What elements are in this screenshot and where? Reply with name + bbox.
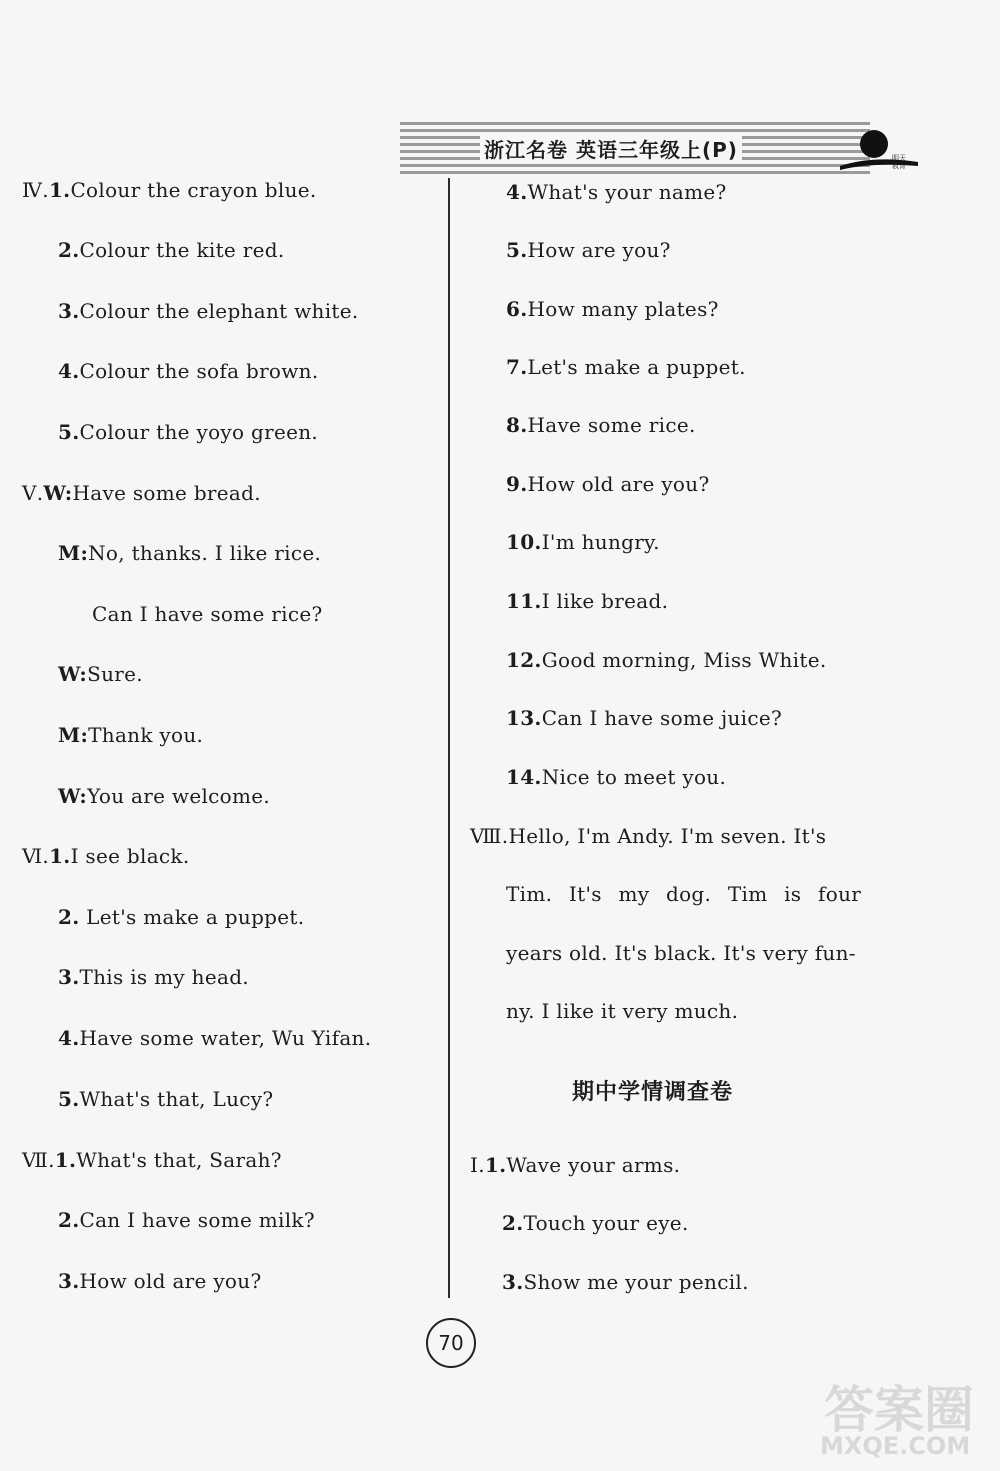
- watermark: [820, 1370, 990, 1465]
- item-number: 1.: [54, 1148, 77, 1172]
- item-number: 5.: [58, 1087, 80, 1111]
- item-number: 2.: [58, 238, 80, 262]
- section-iv-item-4: [58, 359, 319, 383]
- item-text: Nice to meet you.: [541, 765, 727, 789]
- section-v-line-5: [58, 723, 203, 747]
- header-banner: [400, 122, 920, 178]
- section-vii-item-9: [506, 472, 709, 496]
- section-vii-item-7: [506, 355, 746, 379]
- roman-numeral: Ⅶ.: [22, 1148, 55, 1172]
- dialogue-text: No, thanks. I like rice.: [88, 541, 322, 565]
- roman-numeral: Ⅷ.: [470, 824, 509, 848]
- item-text: How many plates?: [527, 297, 719, 321]
- section-vii-item-14: [506, 765, 726, 789]
- dialogue-text: Thank you.: [88, 723, 204, 747]
- section-vii-item-5: [506, 238, 671, 262]
- item-number: 1.: [484, 1153, 507, 1177]
- item-number: 6.: [506, 297, 528, 321]
- section-i-item-2: [502, 1211, 689, 1235]
- item-number: 5.: [506, 238, 528, 262]
- item-text: Good morning, Miss White.: [541, 648, 827, 672]
- section-vii-item-10: [506, 530, 660, 554]
- section-i-item-3: [502, 1270, 749, 1294]
- section-viii-line-1: [470, 824, 826, 848]
- item-text: I like bread.: [541, 589, 669, 613]
- item-text: What's your name?: [527, 180, 727, 204]
- roman-numeral: Ⅰ.: [470, 1153, 485, 1177]
- roman-numeral: Ⅴ.: [22, 481, 44, 505]
- watermark-url: MXQE.COM: [820, 1432, 971, 1460]
- item-text: Let's make a puppet.: [79, 905, 305, 929]
- item-text: Have some water, Wu Yifan.: [79, 1026, 372, 1050]
- item-text: I'm hungry.: [541, 530, 660, 554]
- item-number: 3.: [58, 1269, 80, 1293]
- column-divider: [448, 178, 450, 1298]
- item-text: Show me your pencil.: [523, 1270, 749, 1294]
- item-number: 3.: [58, 965, 80, 989]
- item-text: Can I have some juice?: [541, 706, 783, 730]
- speaker: M:: [58, 541, 89, 565]
- midterm-section-title: 期中学情调查卷: [572, 1080, 734, 1105]
- item-text: Colour the elephant white.: [79, 299, 359, 323]
- item-number: 2.: [58, 1208, 80, 1232]
- item-number: 4.: [58, 359, 80, 383]
- section-v-line-3: [92, 602, 323, 626]
- section-vi-item-1: [22, 844, 190, 868]
- watermark-logo: 答案圈: [824, 1381, 974, 1439]
- item-text: How are you?: [527, 238, 671, 262]
- item-text: Can I have some milk?: [79, 1208, 315, 1232]
- item-text: Colour the crayon blue.: [70, 178, 317, 202]
- item-number: 1.: [48, 178, 71, 202]
- dialogue-text: Have some bread.: [72, 481, 261, 505]
- section-iv-item-5: [58, 420, 318, 444]
- item-text: Touch your eye.: [523, 1211, 689, 1235]
- section-vii-item-8: [506, 413, 696, 437]
- section-i-item-1: [470, 1153, 680, 1177]
- dialogue-text: Sure.: [87, 662, 143, 686]
- roman-numeral: Ⅵ.: [22, 844, 50, 868]
- item-text: What's that, Sarah?: [76, 1148, 282, 1172]
- dialogue-text: Can I have some rice?: [92, 602, 323, 626]
- speaker: W:: [43, 481, 73, 505]
- item-number: 10.: [506, 530, 542, 554]
- section-vii-item-12: [506, 648, 827, 672]
- section-v-line-4: [58, 662, 143, 686]
- section-v-line-6: [58, 784, 270, 808]
- speaker: W:: [58, 662, 88, 686]
- item-text: How old are you?: [527, 472, 710, 496]
- item-text: Colour the yoyo green.: [79, 420, 319, 444]
- item-text: Let's make a puppet.: [527, 355, 746, 379]
- item-text: Have some rice.: [527, 413, 696, 437]
- item-number: 11.: [506, 589, 542, 613]
- item-number: 2.: [58, 905, 80, 929]
- section-vi-item-2: [58, 905, 304, 929]
- section-viii-line-3: years old. It's black. It's very fun-: [506, 941, 856, 965]
- item-number: 12.: [506, 648, 542, 672]
- item-number: 13.: [506, 706, 542, 730]
- dialogue-text: You are welcome.: [87, 784, 271, 808]
- item-text: How old are you?: [79, 1269, 262, 1293]
- header-title: 浙江名卷 英语三年级上(P): [480, 134, 742, 163]
- speaker: M:: [58, 723, 89, 747]
- section-iv-item-1: [22, 178, 317, 202]
- item-text: This is my head.: [79, 965, 249, 989]
- section-vi-item-4: [58, 1026, 371, 1050]
- item-text: I see black.: [70, 844, 190, 868]
- roman-numeral: Ⅳ.: [22, 178, 49, 202]
- section-v-line-2: [58, 541, 321, 565]
- item-number: 4.: [58, 1026, 80, 1050]
- item-number: 7.: [506, 355, 528, 379]
- item-number: 9.: [506, 472, 528, 496]
- item-number: 14.: [506, 765, 542, 789]
- item-text: What's that, Lucy?: [79, 1087, 274, 1111]
- logo-text: 明天教育: [892, 154, 906, 170]
- section-vii-item-3: [58, 1269, 261, 1293]
- section-iv-item-3: [58, 299, 359, 323]
- item-text: Colour the sofa brown.: [79, 359, 319, 383]
- item-text: Wave your arms.: [506, 1153, 681, 1177]
- section-vii-item-11: [506, 589, 668, 613]
- item-text: Colour the kite red.: [79, 238, 285, 262]
- item-number: 5.: [58, 420, 80, 444]
- section-vii-item-2: [58, 1208, 315, 1232]
- item-number: 8.: [506, 413, 528, 437]
- item-number: 2.: [502, 1211, 524, 1235]
- section-iv-item-2: [58, 238, 284, 262]
- section-vii-item-4: [506, 180, 727, 204]
- section-viii-line-4: ny. I like it very much.: [506, 999, 739, 1023]
- speaker: W:: [58, 784, 88, 808]
- item-number: 1.: [49, 844, 71, 868]
- section-vi-item-3: [58, 965, 249, 989]
- section-viii-line-2: Tim. It's my dog. Tim is four: [506, 882, 862, 906]
- passage-text: Hello, I'm Andy. I'm seven. It's: [508, 824, 827, 848]
- section-vii-item-6: [506, 297, 719, 321]
- item-number: 3.: [58, 299, 80, 323]
- section-v-line-1: [22, 481, 261, 505]
- item-number: 4.: [506, 180, 528, 204]
- item-number: 3.: [502, 1270, 524, 1294]
- section-vii-item-1: [22, 1148, 282, 1172]
- section-vii-item-13: [506, 706, 782, 730]
- section-vi-item-5: [58, 1087, 273, 1111]
- page-number: 70: [426, 1318, 476, 1368]
